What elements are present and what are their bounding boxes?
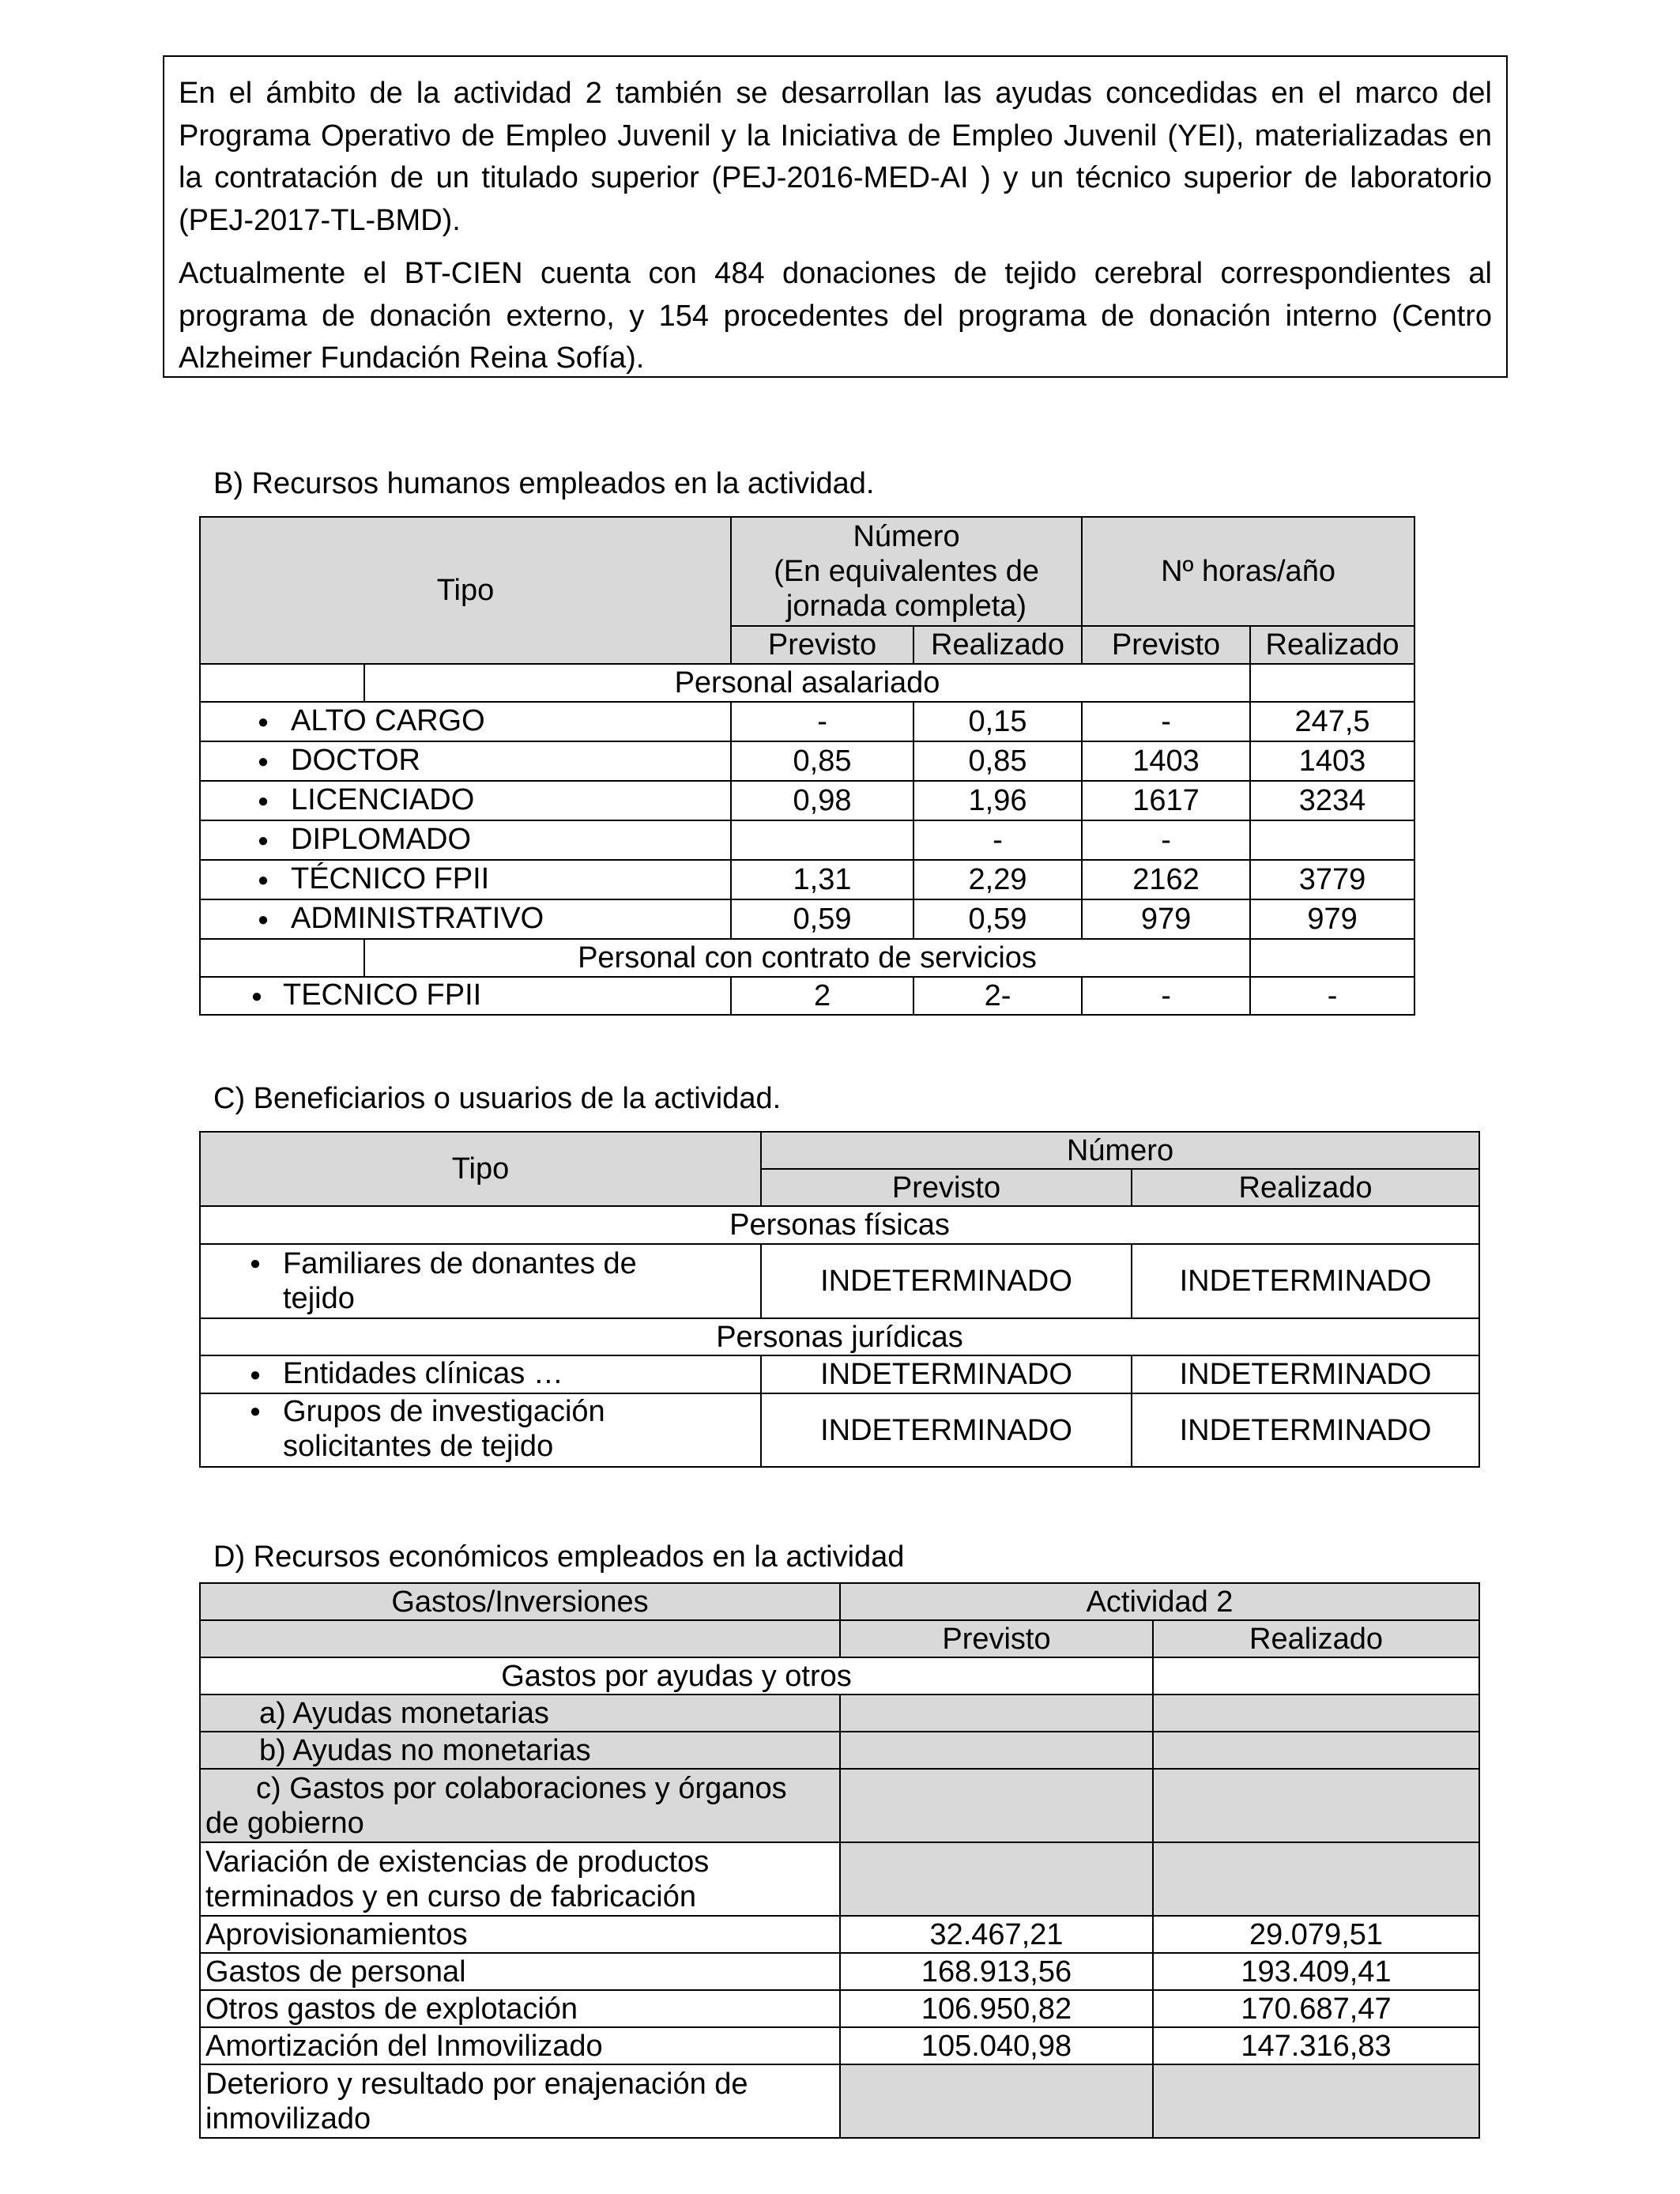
bullet-icon: ● bbox=[249, 1363, 262, 1385]
table-row bbox=[200, 1244, 1479, 1318]
row-tipo-label: ALTO CARGO bbox=[291, 704, 485, 738]
cell-horas-previsto: - bbox=[1082, 702, 1250, 741]
cell-previsto: INDETERMINADO bbox=[761, 1355, 1132, 1393]
row-label: Gastos de personal bbox=[200, 1953, 840, 1990]
table-row bbox=[200, 2027, 1479, 2064]
group-personal-asalariado: Personal asalariado bbox=[364, 664, 1250, 702]
group-gastos-ayudas: Gastos por ayudas y otros bbox=[200, 1657, 1153, 1695]
cell-num-realizado: 1,96 bbox=[913, 781, 1082, 820]
group-personas-juridicas: Personas jurídicas bbox=[200, 1318, 1479, 1355]
bullet-icon: ● bbox=[257, 908, 269, 930]
table-row bbox=[200, 1355, 1479, 1393]
row-tipo bbox=[200, 977, 731, 1015]
table-row bbox=[200, 702, 1414, 741]
row-tipo-label: Familiares de donantes de tejido bbox=[283, 1247, 637, 1315]
group-personas-fisicas: Personas físicas bbox=[200, 1206, 1479, 1244]
cell-realizado: INDETERMINADO bbox=[1132, 1244, 1479, 1318]
row-ayudas-monetarias: a) Ayudas monetarias bbox=[200, 1695, 840, 1732]
bullet-icon: ● bbox=[249, 1253, 262, 1274]
cell-realizado: 193.409,41 bbox=[1153, 1953, 1479, 1990]
cell-num-previsto bbox=[731, 820, 913, 860]
row-label: Aprovisionamientos bbox=[200, 1916, 840, 1953]
bullet-icon: ● bbox=[257, 711, 269, 733]
cell-previsto: 32.467,21 bbox=[840, 1916, 1153, 1953]
row-tipo-label: Grupos de investigación solicitantes de tejido bbox=[283, 1395, 605, 1463]
header-horas-realizado: Realizado bbox=[1250, 626, 1414, 664]
header-actividad: Actividad 2 bbox=[840, 1583, 1479, 1620]
cell-horas-previsto: 979 bbox=[1082, 899, 1250, 939]
cell-realizado: 29.079,51 bbox=[1153, 1916, 1479, 1953]
table-row bbox=[200, 1916, 1479, 1953]
row-tipo bbox=[200, 1393, 761, 1467]
cell-previsto: 105.040,98 bbox=[840, 2027, 1153, 2064]
row-label: Otros gastos de explotación bbox=[200, 1990, 840, 2027]
cell-horas-realizado bbox=[1250, 820, 1414, 860]
row-tipo bbox=[200, 702, 731, 741]
table-row bbox=[200, 977, 1414, 1015]
cell-previsto bbox=[840, 2064, 1153, 2138]
header-tipo: Tipo bbox=[200, 1132, 761, 1206]
row-tipo-label: TECNICO FPII bbox=[283, 978, 482, 1012]
table-row bbox=[200, 1842, 1479, 1916]
cell-num-realizado: 0,15 bbox=[913, 702, 1082, 741]
row-tipo-label: DIPLOMADO bbox=[291, 823, 472, 857]
cell-realizado bbox=[1153, 1732, 1479, 1769]
header-realizado: Realizado bbox=[1153, 1620, 1479, 1657]
table-row bbox=[200, 1732, 1479, 1769]
cell-horas-realizado: - bbox=[1250, 977, 1414, 1015]
bullet-icon: ● bbox=[257, 790, 269, 812]
group-empty-cell bbox=[1153, 1657, 1479, 1695]
cell-num-realizado: 0,85 bbox=[913, 741, 1082, 781]
header-previsto: Previsto bbox=[761, 1169, 1132, 1206]
cell-num-realizado: - bbox=[913, 820, 1082, 860]
cell-horas-realizado: 3234 bbox=[1250, 781, 1414, 820]
header-empty bbox=[200, 1620, 840, 1657]
header-numero-line2: (En equivalentes de bbox=[774, 555, 1039, 588]
header-tipo: Tipo bbox=[200, 517, 731, 664]
cell-realizado: INDETERMINADO bbox=[1132, 1393, 1479, 1467]
cell-horas-realizado: 247,5 bbox=[1250, 702, 1414, 741]
cell-num-previsto: 0,98 bbox=[731, 781, 913, 820]
bullet-icon: ● bbox=[249, 1400, 262, 1422]
human-resources-table bbox=[199, 516, 1415, 1016]
row-gastos-colaboraciones bbox=[200, 1769, 840, 1842]
group-empty-cell bbox=[1250, 939, 1414, 977]
row-tipo bbox=[200, 899, 731, 939]
header-numero: Número bbox=[761, 1132, 1479, 1169]
row-gastos-colaboraciones-line1: c) Gastos por colaboraciones y órganos bbox=[256, 1771, 787, 1805]
row-tipo-label: ADMINISTRATIVO bbox=[291, 902, 544, 936]
row-label: Amortización del Inmovilizado bbox=[200, 2027, 840, 2064]
cell-num-previsto: 0,85 bbox=[731, 741, 913, 781]
group-spacer-cell bbox=[200, 664, 364, 702]
cell-realizado: 147.316,83 bbox=[1153, 2027, 1479, 2064]
cell-num-realizado: 0,59 bbox=[913, 899, 1082, 939]
intro-paragraph-2: Actualmente el BT-CIEN cuenta con 484 donaciones de tejido cerebral correspondientes al programa de donación externo, y 154 procedentes del programa de donación interno (Centro Alzheimer Fundación Reina Sofía). bbox=[179, 257, 1492, 375]
group-empty-cell bbox=[1250, 664, 1414, 702]
group-spacer-cell bbox=[200, 939, 364, 977]
row-tipo-label: LICENCIADO bbox=[291, 783, 475, 817]
row-tipo-label: DOCTOR bbox=[291, 744, 420, 778]
cell-num-previsto: 1,31 bbox=[731, 860, 913, 899]
table-row bbox=[200, 899, 1414, 939]
cell-previsto bbox=[840, 1695, 1153, 1732]
cell-horas-previsto: 1617 bbox=[1082, 781, 1250, 820]
cell-realizado bbox=[1153, 1769, 1479, 1842]
cell-previsto bbox=[840, 1769, 1153, 1842]
cell-previsto: 168.913,56 bbox=[840, 1953, 1153, 1990]
table-row bbox=[200, 1769, 1479, 1842]
row-ayudas-no-monetarias: b) Ayudas no monetarias bbox=[200, 1732, 840, 1769]
row-variacion-existencias: Variación de existencias de productos terminados y en curso de fabricación bbox=[200, 1842, 840, 1916]
row-tipo bbox=[200, 1244, 761, 1318]
table-row bbox=[200, 2064, 1479, 2138]
cell-num-previsto: 2 bbox=[731, 977, 913, 1015]
cell-previsto bbox=[840, 1732, 1153, 1769]
bullet-icon: ● bbox=[250, 985, 263, 1007]
table-row bbox=[200, 781, 1414, 820]
row-deterioro: Deterioro y resultado por enajenación de inmovilizado bbox=[200, 2064, 840, 2138]
bullet-icon: ● bbox=[257, 869, 269, 891]
cell-horas-previsto: 1403 bbox=[1082, 741, 1250, 781]
bullet-icon: ● bbox=[257, 750, 269, 772]
row-tipo bbox=[200, 741, 731, 781]
table-row bbox=[200, 1953, 1479, 1990]
row-tipo-label: Entidades clínicas … bbox=[283, 1357, 563, 1391]
cell-num-realizado: 2,29 bbox=[913, 860, 1082, 899]
header-horas-previsto: Previsto bbox=[1082, 626, 1250, 664]
header-realizado: Realizado bbox=[1132, 1169, 1479, 1206]
table-row bbox=[200, 741, 1414, 781]
cell-realizado bbox=[1153, 1842, 1479, 1916]
header-numero-line3: jornada completa) bbox=[785, 590, 1027, 623]
cell-realizado: INDETERMINADO bbox=[1132, 1355, 1479, 1393]
cell-realizado: 170.687,47 bbox=[1153, 1990, 1479, 2027]
header-horas: Nº horas/año bbox=[1082, 517, 1414, 626]
header-numero-realizado: Realizado bbox=[913, 626, 1082, 664]
cell-previsto bbox=[840, 1842, 1153, 1916]
cell-horas-realizado: 979 bbox=[1250, 899, 1414, 939]
intro-paragraph-1: En el ámbito de la actividad 2 también se desarrollan las ayudas concedidas en el marco del Programa Operativo de Empleo Juvenil y la Iniciativa de Empleo Juvenil (YEI), materializadas en la contratación de un titulado superior (PEJ-2016-MED-AI ) y un técnico superior de laboratorio (PEJ-2017-TL-BMD). bbox=[179, 77, 1492, 237]
cell-horas-previsto: 2162 bbox=[1082, 860, 1250, 899]
group-personal-servicios: Personal con contrato de servicios bbox=[364, 939, 1250, 977]
section-c-heading: C) Beneficiarios o usuarios de la actividad. bbox=[213, 1082, 782, 1115]
table-row bbox=[200, 820, 1414, 860]
row-tipo bbox=[200, 1355, 761, 1393]
row-tipo bbox=[200, 781, 731, 820]
table-row bbox=[200, 860, 1414, 899]
row-gastos-colaboraciones-line2: de gobierno bbox=[205, 1806, 364, 1840]
cell-previsto: INDETERMINADO bbox=[761, 1244, 1132, 1318]
table-row bbox=[200, 1393, 1479, 1467]
cell-previsto: INDETERMINADO bbox=[761, 1393, 1132, 1467]
bullet-icon: ● bbox=[257, 829, 269, 851]
cell-num-previsto: 0,59 bbox=[731, 899, 913, 939]
cell-realizado bbox=[1153, 1695, 1479, 1732]
cell-num-realizado: 2- bbox=[913, 977, 1082, 1015]
cell-horas-previsto: - bbox=[1082, 820, 1250, 860]
cell-horas-previsto: - bbox=[1082, 977, 1250, 1015]
row-tipo-label: TÉCNICO FPII bbox=[291, 862, 490, 896]
cell-horas-realizado: 1403 bbox=[1250, 741, 1414, 781]
header-gastos: Gastos/Inversiones bbox=[200, 1583, 840, 1620]
section-b-heading: B) Recursos humanos empleados en la actividad. bbox=[213, 467, 875, 500]
cell-horas-realizado: 3779 bbox=[1250, 860, 1414, 899]
row-tipo bbox=[200, 820, 731, 860]
beneficiaries-table bbox=[199, 1131, 1480, 1468]
table-row bbox=[200, 1990, 1479, 2027]
header-numero bbox=[731, 517, 1082, 626]
section-d-heading: D) Recursos económicos empleados en la actividad bbox=[213, 1540, 905, 1574]
header-previsto: Previsto bbox=[840, 1620, 1153, 1657]
cell-previsto: 106.950,82 bbox=[840, 1990, 1153, 2027]
cell-num-previsto: - bbox=[731, 702, 913, 741]
cell-realizado bbox=[1153, 2064, 1479, 2138]
header-numero-previsto: Previsto bbox=[731, 626, 913, 664]
header-numero-line1: Número bbox=[853, 520, 960, 553]
intro-text-box bbox=[163, 55, 1508, 378]
economic-resources-table bbox=[199, 1582, 1480, 2139]
row-tipo bbox=[200, 860, 731, 899]
table-row bbox=[200, 1695, 1479, 1732]
